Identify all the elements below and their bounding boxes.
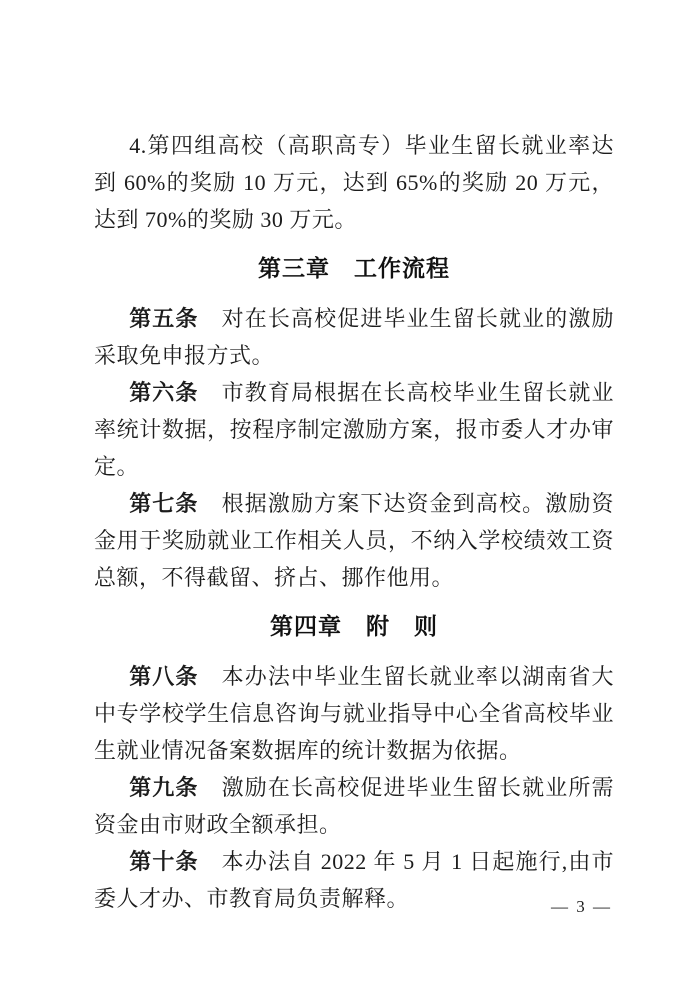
article-10-text: 本办法自 2022 年 5 月 1 日起施行,由市委人才办、市教育局负责解释。: [94, 849, 614, 911]
article-9: [94, 769, 614, 843]
article-7-number: 第七条: [129, 491, 199, 516]
article-6: [94, 374, 614, 485]
chapter-4-heading: 第四章 附 则: [270, 613, 438, 639]
intro-paragraph: 4.第四组高校（高职高专）毕业生留长就业率达到 60%的奖励 10 万元，达到 65%的奖励 20 万元，达到 70%的奖励 30 万元。: [94, 133, 614, 232]
article-8: [94, 658, 614, 769]
article-6-text: 市教育局根据在长高校毕业生留长就业率统计数据，按程序制定激励方案，报市委人才办审定。: [94, 380, 614, 479]
article-8-text: 本办法中毕业生留长就业率以湖南省大中专学校学生信息咨询与就业指导中心全省高校毕业生就业情况备案数据库的统计数据为依据。: [94, 664, 614, 763]
article-9-text: 激励在长高校促进毕业生留长就业所需资金由市财政全额承担。: [94, 775, 614, 837]
article-6-number: 第六条: [129, 380, 199, 405]
article-10: [94, 843, 614, 917]
article-5-text: 对在长高校促进毕业生留长就业的激励采取免申报方式。: [94, 306, 614, 368]
page-number: — 3 —: [551, 897, 612, 916]
document-body: [94, 127, 614, 917]
article-7-text: 根据激励方案下达资金到高校。激励资金用于奖励就业工作相关人员，不纳入学校绩效工资总额，不得截留、挤占、挪作他用。: [94, 491, 614, 590]
article-10-number: 第十条: [129, 849, 199, 874]
article-9-number: 第九条: [129, 775, 199, 800]
article-7: [94, 485, 614, 596]
article-5: [94, 300, 614, 374]
article-8-number: 第八条: [129, 664, 199, 689]
chapter-3-heading: 第三章 工作流程: [258, 255, 450, 281]
article-5-number: 第五条: [129, 306, 199, 331]
